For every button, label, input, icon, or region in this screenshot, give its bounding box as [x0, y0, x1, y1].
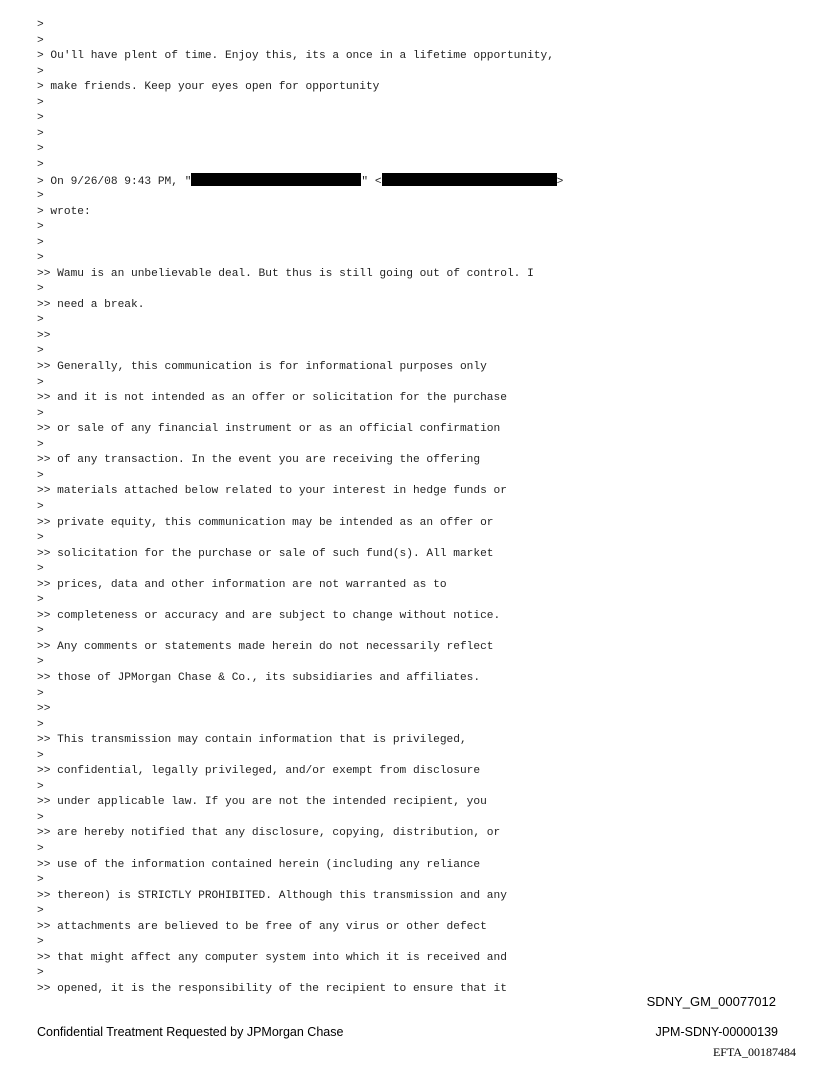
quoted-line: >	[37, 283, 44, 296]
disclaimer-line: >> use of the information contained herein (including any reliance	[37, 858, 481, 871]
disclaimer-line: >> prices, data and other information are not warranted as to	[37, 578, 447, 591]
quoted-line: >	[37, 936, 44, 949]
quoted-line: >	[37, 376, 44, 389]
quoted-line: >>	[37, 703, 51, 716]
quoted-line: >>	[37, 329, 51, 342]
quoted-line: >	[37, 563, 44, 576]
quoted-line: >	[37, 874, 44, 887]
quoted-line: >	[37, 345, 44, 358]
efta-document-id: EFTA_00187484	[712, 1045, 796, 1059]
quoted-line: >	[37, 905, 44, 918]
redaction-box	[382, 173, 557, 186]
attribution-prefix: > On 9/26/08 9:43 PM, "	[37, 176, 192, 189]
quoted-line: >	[37, 656, 44, 669]
disclaimer-line: >> opened, it is the responsibility of the recipient to ensure that it	[37, 982, 507, 995]
disclaimer-line: >> that might affect any computer system into which it is received and	[37, 951, 507, 964]
quoted-line: >	[37, 314, 44, 327]
quoted-line: >	[37, 221, 44, 234]
quoted-line: >	[37, 967, 44, 980]
quoted-line: >	[37, 469, 44, 482]
disclaimer-line: >> This transmission may contain information that is privileged,	[37, 734, 467, 747]
quoted-line: > Ou'll have plent of time. Enjoy this, its a once in a lifetime opportunity,	[37, 50, 554, 63]
redaction-box	[191, 173, 361, 186]
quoted-line: >	[37, 65, 44, 78]
quoted-line: >	[37, 252, 44, 265]
disclaimer-line: >> materials attached below related to your interest in hedge funds or	[37, 485, 507, 498]
quoted-line: >	[37, 112, 44, 125]
disclaimer-line: >> those of JPMorgan Chase & Co., its subsidiaries and affiliates.	[37, 671, 481, 684]
quoted-line: >	[37, 811, 44, 824]
disclaimer-line: >> confidential, legally privileged, and/or exempt from disclosure	[37, 765, 481, 778]
quoted-line: >	[37, 718, 44, 731]
disclaimer-line: >> or sale of any financial instrument or as an official confirmation	[37, 423, 501, 436]
quoted-line: >	[37, 438, 44, 451]
disclaimer-line: >> private equity, this communication may be intended as an offer or	[37, 516, 494, 529]
quoted-line: >	[37, 780, 44, 793]
attribution-mid: " <	[361, 176, 382, 189]
disclaimer-line: >> attachments are believed to be free of any virus or other defect	[37, 920, 487, 933]
disclaimer-line: >> completeness or accuracy and are subject to change without notice.	[37, 609, 501, 622]
attribution-suffix: >	[556, 176, 564, 189]
quoted-line: > wrote:	[37, 205, 91, 218]
jpm-document-id: JPM-SDNY-00000139	[655, 1025, 778, 1039]
attribution-line	[37, 173, 563, 189]
quoted-line: >	[37, 19, 44, 31]
quoted-line: >	[37, 34, 44, 47]
quoted-line: >> Wamu is an unbelievable deal. But thus is still going out of control. I	[37, 267, 534, 280]
disclaimer-line: >> and it is not intended as an offer or solicitation for the purchase	[37, 392, 507, 405]
quoted-line: >	[37, 96, 44, 109]
disclaimer-line: >> Any comments or statements made herein do not necessarily reflect	[37, 640, 494, 653]
disclaimer-line: >> Generally, this communication is for informational purposes only	[37, 361, 487, 374]
quoted-line: > make friends. Keep your eyes open for opportunity	[37, 81, 380, 94]
quoted-line: >	[37, 687, 44, 700]
quoted-line: >	[37, 625, 44, 638]
quoted-line: >	[37, 158, 44, 171]
bates-number: SDNY_GM_00077012	[646, 994, 776, 1009]
quoted-line: >	[37, 594, 44, 607]
quoted-line: >	[37, 190, 44, 203]
quoted-line: >	[37, 236, 44, 249]
quoted-line: >	[37, 532, 44, 545]
quoted-line: >	[37, 749, 44, 762]
quoted-line: >	[37, 127, 44, 140]
quoted-line: >	[37, 407, 44, 420]
email-body	[37, 18, 563, 997]
quoted-line: >	[37, 143, 44, 156]
disclaimer-line: >> are hereby notified that any disclosure, copying, distribution, or	[37, 827, 501, 840]
disclaimer-line: >> of any transaction. In the event you are receiving the offering	[37, 454, 481, 467]
quoted-line: >	[37, 842, 44, 855]
confidential-footer: Confidential Treatment Requested by JPMorgan Chase	[37, 1025, 344, 1039]
quoted-line: >	[37, 500, 44, 513]
disclaimer-line: >> under applicable law. If you are not the intended recipient, you	[37, 796, 487, 809]
disclaimer-line: >> thereon) is STRICTLY PROHIBITED. Although this transmission and any	[37, 889, 507, 902]
quoted-line: >> need a break.	[37, 298, 145, 311]
disclaimer-line: >> solicitation for the purchase or sale of such fund(s). All market	[37, 547, 494, 560]
